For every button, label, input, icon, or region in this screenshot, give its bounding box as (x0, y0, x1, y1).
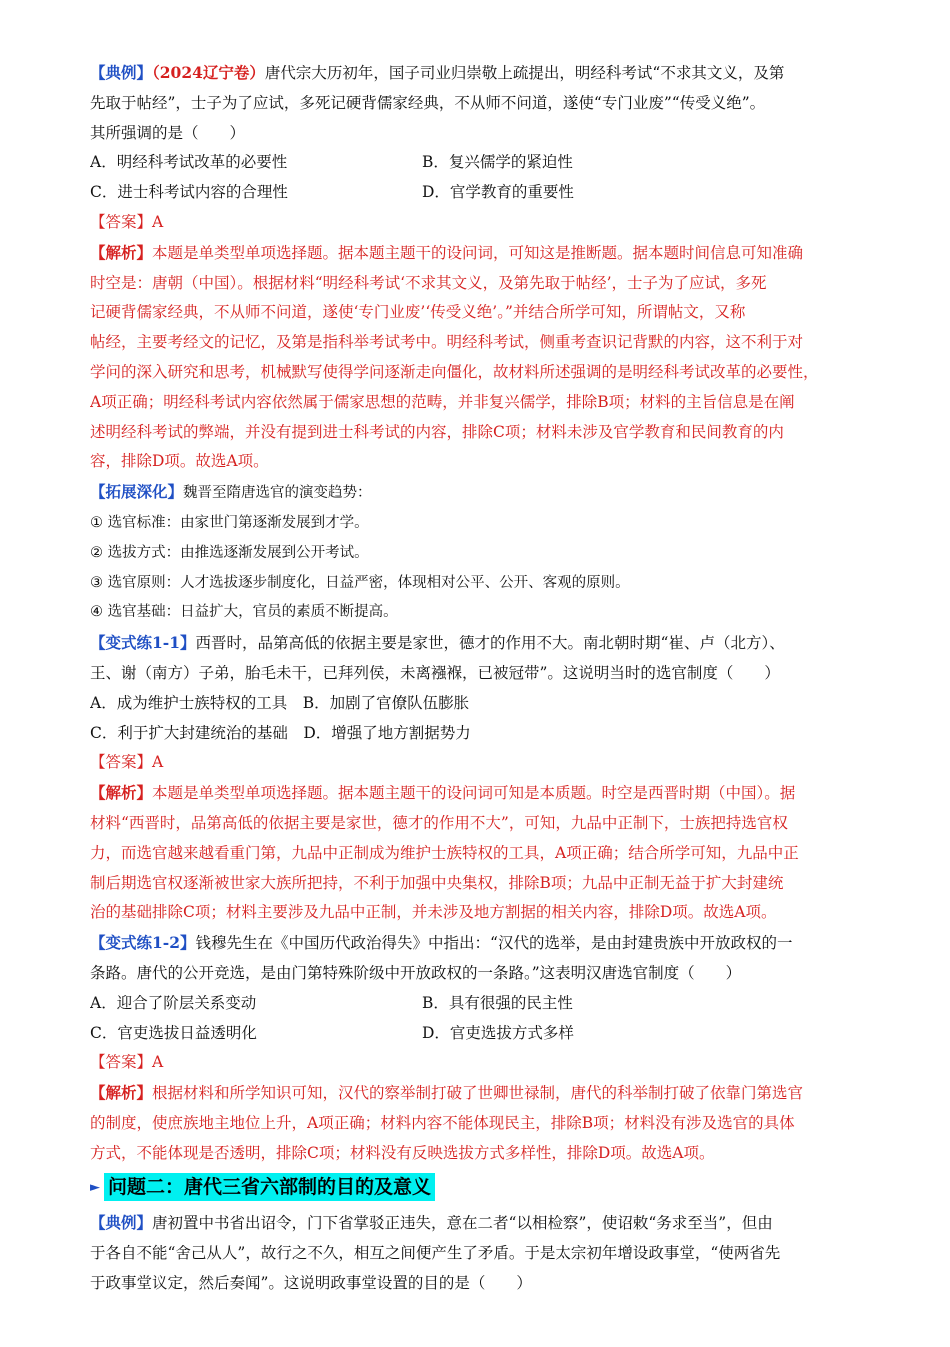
section-title: 问题二：唐代三省六部制的目的及意义 (104, 1173, 435, 1201)
extension-item: ② 选拔方式：由推选逐渐发展到公开考试。 (90, 544, 369, 561)
example1-line-1 (90, 58, 870, 89)
analysis-tag: 【解析】 (90, 783, 153, 803)
exam-source: （2024辽宁卷） (152, 63, 265, 82)
extension-item: ① 选官标准：由家世门第逐渐发展到才学。 (90, 514, 369, 531)
options-row (90, 1019, 870, 1049)
option-a: A．明经科考试改革的必要性 (90, 153, 288, 172)
analysis-line: 记硬背儒家经典，不从师不问道，遂使‘专门业废’‘传受义绝’。”并结合所学可知，所谓帖文，又称 (90, 303, 746, 322)
example-tag: 【典例】 (90, 63, 153, 82)
option-a: A．迎合了阶层关系变动 (90, 993, 257, 1012)
option-c: C．进士科考试内容的合理性 (90, 183, 288, 202)
option-b: B．复兴儒学的紧迫性 (422, 153, 573, 172)
analysis-line: 方式，不能体现是否透明，排除C项；材料没有反映选拔方式多样性，排除D项。故选A项。 (90, 1143, 715, 1162)
question-text: 西晋时，品第高低的依据主要是家世，德才的作用不大。南北朝时期“崔、卢（北方）、 (195, 634, 785, 653)
analysis-line: 治的基础排除C项；材料主要涉及九品中正制，并未涉及地方割据的相关内容，排除D项。故选A项。 (90, 903, 777, 922)
analysis-line: 的制度，使庶族地主地位上升，A项正确；材料内容不能体现民主，排除B项；材料没有涉及选官的具体 (90, 1113, 795, 1132)
extension-item: ③ 选官原则：人才选拔逐步制度化，日益严密，体现相对公平、公开、客观的原则。 (90, 574, 630, 591)
question-text: 条路。唐代的公开竞选，是由门第特殊阶级中开放政权的一条路。”这表明汉唐选官制度（ ） (90, 963, 742, 982)
question-text: 钱穆先生在《中国历代政治得失》中指出：“汉代的选举，是由封建贵族中开放政权的一 (195, 934, 793, 953)
variant2-line-1 (90, 928, 870, 959)
question-text: 唐代宗大历初年，国子司业归崇敬上疏提出，明经科考试“不求其文义，及第 (264, 64, 785, 82)
extension-title-line (90, 477, 870, 509)
option-b: B．具有很强的民主性 (422, 993, 573, 1012)
answer: 【答案】A (90, 1053, 164, 1072)
analysis-line: 制后期选官权逐渐被世家大族所把持，不利于加强中央集权，排除B项；九品中正制无益于扩大封建统 (90, 873, 784, 892)
options-row: A．成为维护士族特权的工具 B．加剧了官僚队伍膨胀 (90, 693, 470, 712)
analysis-line: 容，排除D项。故选A项。 (90, 452, 269, 471)
variant-tag: 【变式练1-1】 (90, 633, 196, 653)
variant-tag: 【变式练1-2】 (90, 933, 196, 953)
section-heading (90, 1172, 870, 1202)
options-row: C．利于扩大封建统治的基础 D．增强了地方割据势力 (90, 723, 471, 742)
analysis-line: 【解析】本题是单类型单项选择题。据本题主题干的设问词，可知这是推断题。据本题时间信息可知准确 (90, 242, 804, 262)
question-text: 先取于帖经”，士子为了应试，多死记硬背儒家经典，不从师不问道，遂使“专门业废”“传受义绝”。 (90, 93, 766, 112)
analysis-line: 力，而选官越来越看重门第，九品中正制成为维护士族特权的工具，A项正确；结合所学可知，九品中正 (90, 843, 799, 862)
question-text: 于政事堂议定，然后奏闻”。这说明政事堂设置的目的是（ ） (90, 1274, 532, 1293)
question-text: 于各自不能“舍己从人”，故行之不久，相互之间便产生了矛盾。于是太宗初年增设政事堂，“使两省先 (90, 1244, 781, 1263)
option-c: C．官吏选拔日益透明化 (90, 1023, 257, 1042)
example2-line-1 (90, 1208, 870, 1239)
answer: 【答案】A (90, 212, 164, 231)
analysis-line: 材料“西晋时，品第高低的依据主要是家世，德才的作用不大”，可知，九品中正制下，士族把持选官权 (90, 813, 788, 832)
options-row (90, 148, 870, 178)
analysis-line: A项正确；明经科考试内容依然属于儒家思想的范畴，并非复兴儒学，排除B项；材料的主旨信息是在阐 (90, 392, 795, 411)
answer: 【答案】A (90, 753, 164, 772)
question-text: 唐初置中书省出诏令，门下省掌驳正违失，意在二者“以相检察”，使诏敕“务求至当”，但由 (152, 1214, 773, 1233)
variant1-line-1 (90, 628, 870, 659)
analysis-line: 述明经科考试的弊端，并没有提到进士科考试的内容，排除C项；材料未涉及官学教育和民间教育的内 (90, 422, 784, 441)
extension-item: ④ 选官基础：日益扩大，官员的素质不断提高。 (90, 604, 398, 621)
question-text: 王、谢（南方）子弟，胎毛未干，已拜列侯，未离襁褓，已被冠带”。这说明当时的选官制度（ ） (90, 663, 780, 682)
analysis-line: 学问的深入研究和思考，机械默写使得学问逐渐走向僵化，故材料所述强调的是明经科考试改革的必要性， (90, 362, 819, 381)
document-page (90, 58, 870, 1299)
option-d: D．官吏选拔方式多样 (422, 1023, 574, 1042)
option-d: D．官学教育的重要性 (422, 183, 574, 202)
extension-title: 魏晋至隋唐选官的演变趋势： (183, 485, 372, 502)
analysis-line: 帖经，主要考经文的记忆，及第是指科举考试考中。明经科考试，侧重考查识记背默的内容，这不利于对 (90, 333, 804, 352)
options-row (90, 989, 870, 1019)
extension-tag: 【拓展深化】 (90, 482, 184, 502)
example-tag: 【典例】 (90, 1213, 153, 1233)
triangle-marker-icon: ► (90, 1179, 100, 1195)
question-text: 其所强调的是（ ） (90, 123, 246, 142)
analysis-line: 【解析】本题是单类型单项选择题。据本题主题干的设问词可知是本质题。时空是西晋时期（中国）。据 (90, 783, 796, 803)
analysis-tag: 【解析】 (90, 1083, 153, 1103)
options-row (90, 178, 870, 208)
analysis-tag: 【解析】 (90, 242, 153, 262)
analysis-line: 【解析】根据材料和所学知识可知，汉代的察举制打破了世卿世禄制，唐代的科举制打破了依靠门第选官 (90, 1083, 804, 1103)
analysis-line: 时空是：唐朝（中国）。根据材料“明经科考试‘不求其文义，及第先取于帖经’，士子为了应试，多死 (90, 273, 767, 292)
